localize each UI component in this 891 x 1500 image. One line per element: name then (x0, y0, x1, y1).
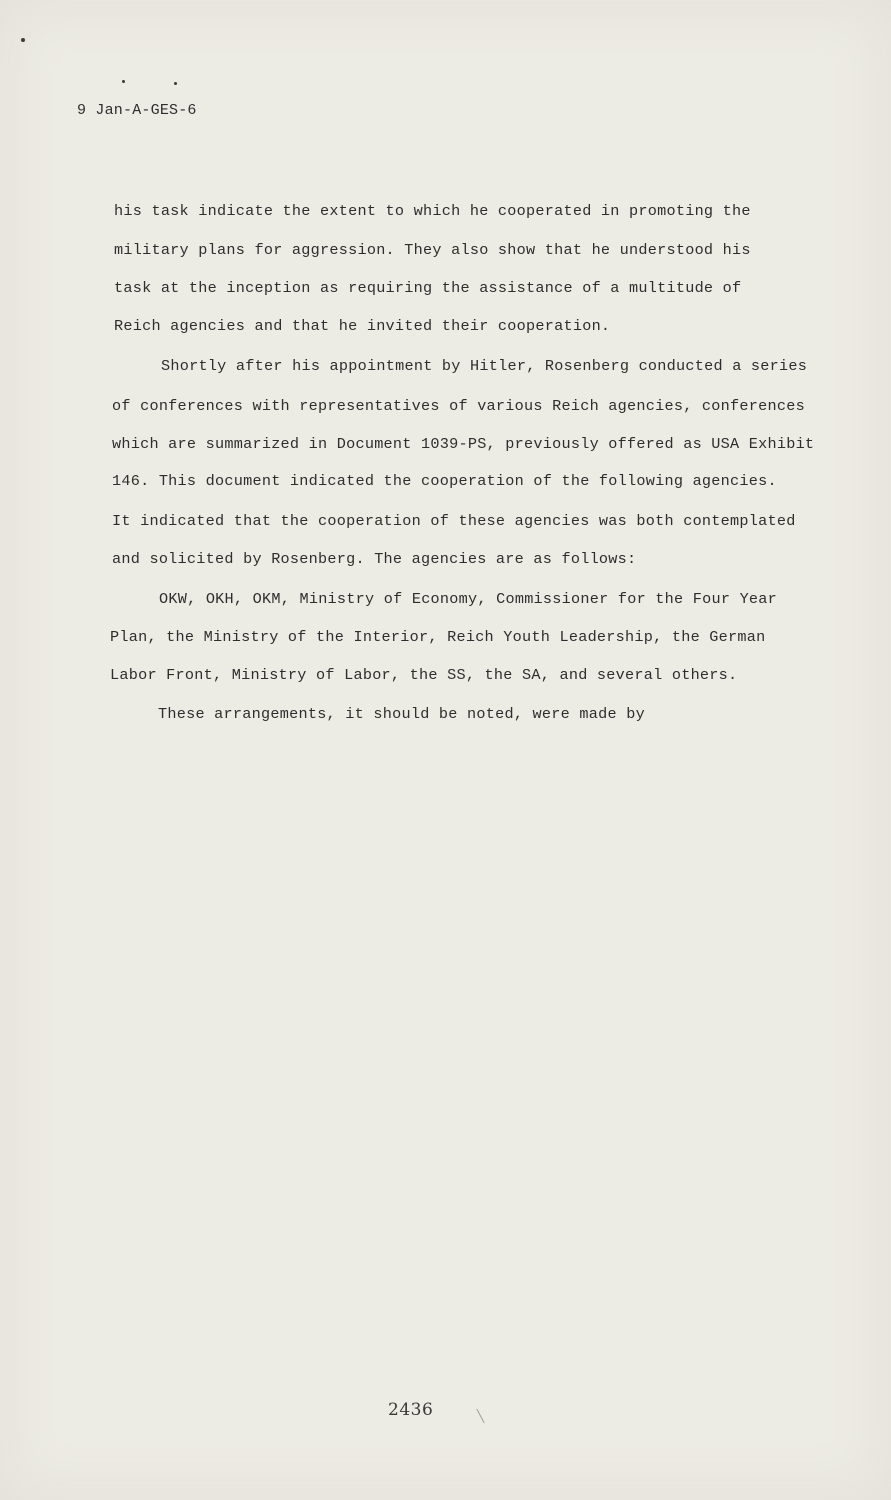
body-line: military plans for aggression. They also show that he understood his (114, 241, 751, 259)
body-line: 146. This document indicated the cooperation of the following agencies. (112, 472, 777, 490)
page-number: 2436 (388, 1400, 434, 1420)
pencil-mark (476, 1409, 484, 1424)
ink-speck (122, 80, 125, 83)
body-line: task at the inception as requiring the assistance of a multitude of (114, 279, 742, 297)
ink-speck (21, 38, 25, 42)
body-line: Labor Front, Ministry of Labor, the SS, the SA, and several others. (110, 666, 738, 684)
body-line: of conferences with representatives of various Reich agencies, conferences (112, 397, 805, 415)
ink-speck (174, 82, 177, 85)
body-line: which are summarized in Document 1039-PS, previously offered as USA Exhibit (112, 435, 815, 453)
body-line: OKW, OKH, OKM, Ministry of Economy, Commissioner for the Four Year (159, 590, 778, 608)
body-line: Plan, the Ministry of the Interior, Reich Youth Leadership, the German (110, 628, 766, 646)
body-line: It indicated that the cooperation of these agencies was both contemplated (112, 512, 796, 530)
body-line: Shortly after his appointment by Hitler, Rosenberg conducted a series (161, 357, 808, 375)
body-line: Reich agencies and that he invited their cooperation. (114, 317, 611, 335)
body-line: and solicited by Rosenberg. The agencies are as follows: (112, 550, 637, 568)
body-line: These arrangements, it should be noted, were made by (158, 705, 645, 723)
body-line: his task indicate the extent to which he cooperated in promoting the (114, 202, 751, 220)
document-header-code: 9 Jan-A-GES-6 (77, 102, 197, 119)
